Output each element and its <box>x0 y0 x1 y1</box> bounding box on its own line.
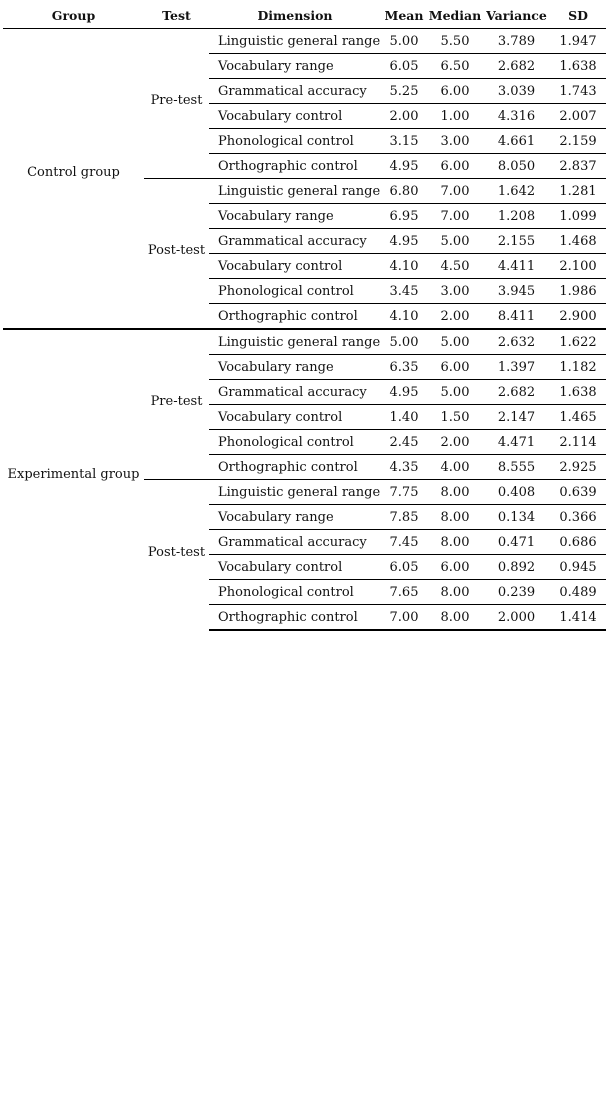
variance-cell: 1.642 <box>483 179 550 204</box>
group-label: Experimental group <box>7 466 140 482</box>
mean-cell: 6.95 <box>381 204 427 229</box>
dimension-cell: Orthographic control <box>209 304 381 330</box>
table-row <box>3 329 606 355</box>
median-cell: 1.00 <box>427 104 483 129</box>
variance-cell: 2.682 <box>483 54 550 79</box>
variance-cell: 4.316 <box>483 104 550 129</box>
mean-cell: 4.10 <box>381 254 427 279</box>
dimension-cell: Phonological control <box>209 129 381 154</box>
descriptive-statistics-table <box>3 4 606 631</box>
mean-cell: 7.75 <box>381 480 427 505</box>
header-median: Median <box>428 7 482 23</box>
mean-cell: 6.05 <box>381 54 427 79</box>
sd-cell: 2.007 <box>550 104 606 129</box>
dimension-cell: Grammatical accuracy <box>209 380 381 405</box>
variance-cell: 0.408 <box>483 480 550 505</box>
sd-cell: 1.947 <box>550 29 606 54</box>
median-cell: 5.00 <box>427 229 483 254</box>
median-cell: 6.50 <box>427 54 483 79</box>
variance-cell: 0.471 <box>483 530 550 555</box>
test-label: Post-test <box>147 243 206 258</box>
sd-cell: 1.414 <box>550 605 606 631</box>
dimension-cell: Linguistic general range <box>209 480 381 505</box>
median-cell: 6.00 <box>427 79 483 104</box>
variance-cell: 1.397 <box>483 355 550 380</box>
mean-cell: 6.35 <box>381 355 427 380</box>
sd-cell: 2.900 <box>550 304 606 330</box>
variance-cell: 3.789 <box>483 29 550 54</box>
dimension-cell: Linguistic general range <box>209 29 381 54</box>
sd-cell: 1.468 <box>550 229 606 254</box>
variance-cell: 2.682 <box>483 380 550 405</box>
dimension-cell: Vocabulary control <box>209 254 381 279</box>
mean-cell: 4.35 <box>381 455 427 480</box>
header-group: Group <box>51 7 96 23</box>
variance-cell: 4.471 <box>483 430 550 455</box>
mean-cell: 7.85 <box>381 505 427 530</box>
median-cell: 3.00 <box>427 279 483 304</box>
variance-cell: 8.555 <box>483 455 550 480</box>
mean-cell: 7.00 <box>381 605 427 631</box>
median-cell: 2.00 <box>427 430 483 455</box>
dimension-cell: Linguistic general range <box>209 179 381 204</box>
dimension-cell: Orthographic control <box>209 455 381 480</box>
mean-cell: 3.15 <box>381 129 427 154</box>
sd-cell: 1.099 <box>550 204 606 229</box>
test-cell <box>144 29 209 179</box>
header-mean: Mean <box>384 7 424 23</box>
mean-cell: 5.00 <box>381 29 427 54</box>
group-cell <box>3 329 144 630</box>
mean-cell: 4.95 <box>381 154 427 179</box>
mean-cell: 7.65 <box>381 580 427 605</box>
test-label: Pre-test <box>150 93 203 108</box>
sd-cell: 0.366 <box>550 505 606 530</box>
median-cell: 8.00 <box>427 580 483 605</box>
median-cell: 5.00 <box>427 329 483 355</box>
variance-cell: 0.892 <box>483 555 550 580</box>
mean-cell: 4.95 <box>381 380 427 405</box>
dimension-cell: Grammatical accuracy <box>209 79 381 104</box>
median-cell: 6.00 <box>427 355 483 380</box>
dimension-cell: Vocabulary control <box>209 104 381 129</box>
median-cell: 7.00 <box>427 179 483 204</box>
dimension-cell: Phonological control <box>209 430 381 455</box>
median-cell: 8.00 <box>427 530 483 555</box>
variance-cell: 2.147 <box>483 405 550 430</box>
dimension-cell: Vocabulary range <box>209 204 381 229</box>
sd-cell: 1.743 <box>550 79 606 104</box>
median-cell: 6.00 <box>427 555 483 580</box>
test-cell <box>144 179 209 330</box>
header-sd: SD <box>568 7 588 23</box>
dimension-cell: Vocabulary range <box>209 505 381 530</box>
header-test: Test <box>162 7 191 23</box>
dimension-cell: Vocabulary control <box>209 555 381 580</box>
variance-cell: 2.155 <box>483 229 550 254</box>
sd-cell: 2.114 <box>550 430 606 455</box>
header-dimension: Dimension <box>257 7 333 23</box>
mean-cell: 1.40 <box>381 405 427 430</box>
sd-cell: 1.986 <box>550 279 606 304</box>
median-cell: 5.50 <box>427 29 483 54</box>
median-cell: 2.00 <box>427 304 483 330</box>
sd-cell: 0.489 <box>550 580 606 605</box>
mean-cell: 3.45 <box>381 279 427 304</box>
variance-cell: 4.661 <box>483 129 550 154</box>
mean-cell: 2.00 <box>381 104 427 129</box>
median-cell: 6.00 <box>427 154 483 179</box>
header-row <box>3 4 606 29</box>
median-cell: 8.00 <box>427 505 483 530</box>
mean-cell: 7.45 <box>381 530 427 555</box>
median-cell: 3.00 <box>427 129 483 154</box>
test-cell <box>144 480 209 631</box>
variance-cell: 0.239 <box>483 580 550 605</box>
group-label: Control group <box>27 165 120 180</box>
sd-cell: 2.837 <box>550 154 606 179</box>
sd-cell: 1.638 <box>550 380 606 405</box>
dimension-cell: Vocabulary range <box>209 54 381 79</box>
variance-cell: 3.039 <box>483 79 550 104</box>
sd-cell: 1.638 <box>550 54 606 79</box>
table-body <box>3 29 606 631</box>
dimension-cell: Orthographic control <box>209 605 381 631</box>
variance-cell: 4.411 <box>483 254 550 279</box>
median-cell: 4.50 <box>427 254 483 279</box>
group-cell <box>3 29 144 330</box>
sd-cell: 1.622 <box>550 329 606 355</box>
variance-cell: 1.208 <box>483 204 550 229</box>
median-cell: 4.00 <box>427 455 483 480</box>
sd-cell: 0.686 <box>550 530 606 555</box>
test-label: Post-test <box>147 544 206 560</box>
dimension-cell: Vocabulary range <box>209 355 381 380</box>
variance-cell: 2.000 <box>483 605 550 631</box>
mean-cell: 6.05 <box>381 555 427 580</box>
mean-cell: 4.10 <box>381 304 427 330</box>
median-cell: 5.00 <box>427 380 483 405</box>
variance-cell: 3.945 <box>483 279 550 304</box>
dimension-cell: Vocabulary control <box>209 405 381 430</box>
dimension-cell: Grammatical accuracy <box>209 229 381 254</box>
median-cell: 7.00 <box>427 204 483 229</box>
sd-cell: 1.182 <box>550 355 606 380</box>
median-cell: 1.50 <box>427 405 483 430</box>
dimension-cell: Orthographic control <box>209 154 381 179</box>
mean-cell: 5.25 <box>381 79 427 104</box>
variance-cell: 2.632 <box>483 329 550 355</box>
dimension-cell: Phonological control <box>209 279 381 304</box>
sd-cell: 1.465 <box>550 405 606 430</box>
sd-cell: 2.100 <box>550 254 606 279</box>
dimension-cell: Grammatical accuracy <box>209 530 381 555</box>
mean-cell: 5.00 <box>381 329 427 355</box>
mean-cell: 2.45 <box>381 430 427 455</box>
variance-cell: 0.134 <box>483 505 550 530</box>
sd-cell: 1.281 <box>550 179 606 204</box>
table-row <box>3 29 606 54</box>
dimension-cell: Phonological control <box>209 580 381 605</box>
sd-cell: 2.159 <box>550 129 606 154</box>
sd-cell: 0.639 <box>550 480 606 505</box>
dimension-cell: Linguistic general range <box>209 329 381 355</box>
test-label: Pre-test <box>150 394 203 409</box>
mean-cell: 4.95 <box>381 229 427 254</box>
sd-cell: 2.925 <box>550 455 606 480</box>
variance-cell: 8.411 <box>483 304 550 330</box>
mean-cell: 6.80 <box>381 179 427 204</box>
header-variance: Variance <box>486 7 547 23</box>
median-cell: 8.00 <box>427 480 483 505</box>
test-cell <box>144 329 209 480</box>
variance-cell: 8.050 <box>483 154 550 179</box>
sd-cell: 0.945 <box>550 555 606 580</box>
median-cell: 8.00 <box>427 605 483 631</box>
